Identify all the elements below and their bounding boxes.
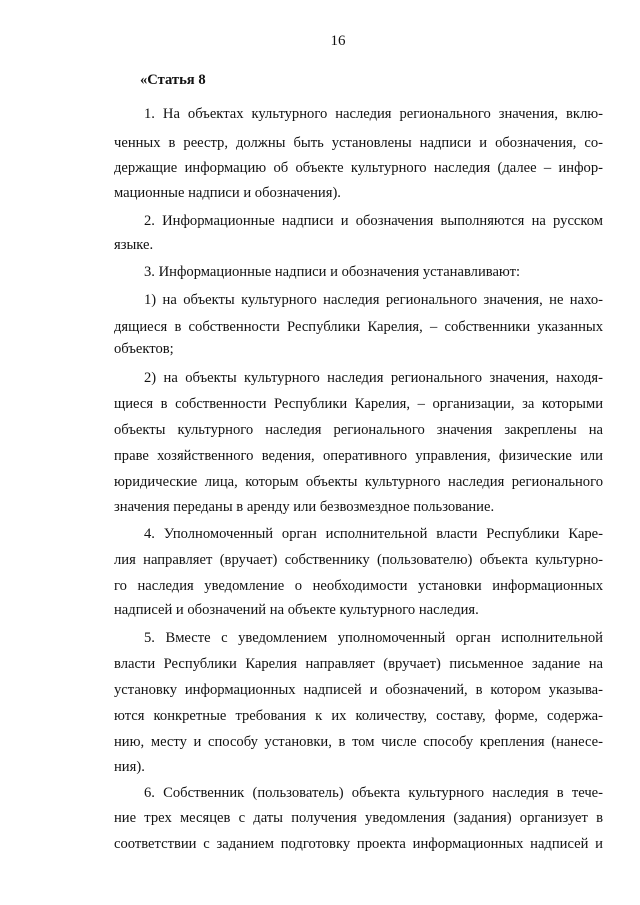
- text-line: 2. Информационные надписи и обозначения выполняются на русском: [144, 213, 603, 229]
- text-line: ния).: [114, 759, 145, 775]
- text-line: дящиеся в собственности Республики Карелия, – собственники указанных: [114, 319, 603, 335]
- text-line: го наследия уведомление о необходимости установки информационных: [114, 578, 603, 594]
- text-line: держащие информацию об объекте культурного наследия (далее – инфор-: [114, 160, 603, 176]
- text-line: языке.: [114, 237, 154, 253]
- text-line: 2) на объекты культурного наследия регионального значения, находя-: [144, 370, 603, 386]
- text-line: лия направляет (вручает) собственнику (пользователю) объекта культурно-: [114, 552, 603, 568]
- article-heading: «Статья 8: [140, 72, 206, 88]
- text-line: 5. Вместе с уведомлением уполномоченный орган исполнительной: [144, 630, 603, 646]
- text-line: ются конкретные требования к их количеству, составу, форме, содержа-: [114, 708, 603, 724]
- text-line: 3. Информационные надписи и обозначения устанавливают:: [144, 264, 521, 280]
- text-line: власти Республики Карелия направляет (вручает) письменное задание на: [114, 656, 603, 672]
- text-line: установку информационных надписей и обозначений, в котором указыва-: [114, 682, 603, 698]
- text-line: ние трех месяцев с даты получения уведомления (задания) организует в: [114, 810, 603, 826]
- text-line: значения переданы в аренду или безвозмездное пользование.: [114, 499, 495, 515]
- text-line: нию, месту и способу установки, в том числе способу крепления (нанесе-: [114, 734, 603, 750]
- text-line: 1. На объектах культурного наследия регионального значения, вклю-: [144, 106, 603, 122]
- text-line: 4. Уполномоченный орган исполнительной власти Республики Каре-: [144, 526, 603, 542]
- text-line: объектов;: [114, 341, 174, 357]
- text-line: ченных в реестр, должны быть установлены надписи и обозначения, со-: [114, 135, 603, 151]
- page-number: 16: [330, 33, 346, 49]
- text-line: соответствии с заданием подготовку проекта информационных надписей и: [114, 836, 603, 852]
- text-line: 1) на объекты культурного наследия регионального значения, не нахо-: [144, 292, 603, 308]
- text-line: юридические лица, которым объекты культурного наследия регионального: [114, 474, 603, 490]
- text-line: надписей и обозначений на объекте культурного наследия.: [114, 602, 479, 618]
- text-line: мационные надписи и обозначения).: [114, 185, 341, 201]
- text-line: щиеся в собственности Республики Карелия, – организации, за которыми: [114, 396, 603, 412]
- text-line: объекты культурного наследия регионального значения закреплены на: [114, 422, 603, 438]
- text-line: праве хозяйственного ведения, оперативного управления, физические или: [114, 448, 603, 464]
- text-line: 6. Собственник (пользователь) объекта культурного наследия в тече-: [144, 785, 603, 801]
